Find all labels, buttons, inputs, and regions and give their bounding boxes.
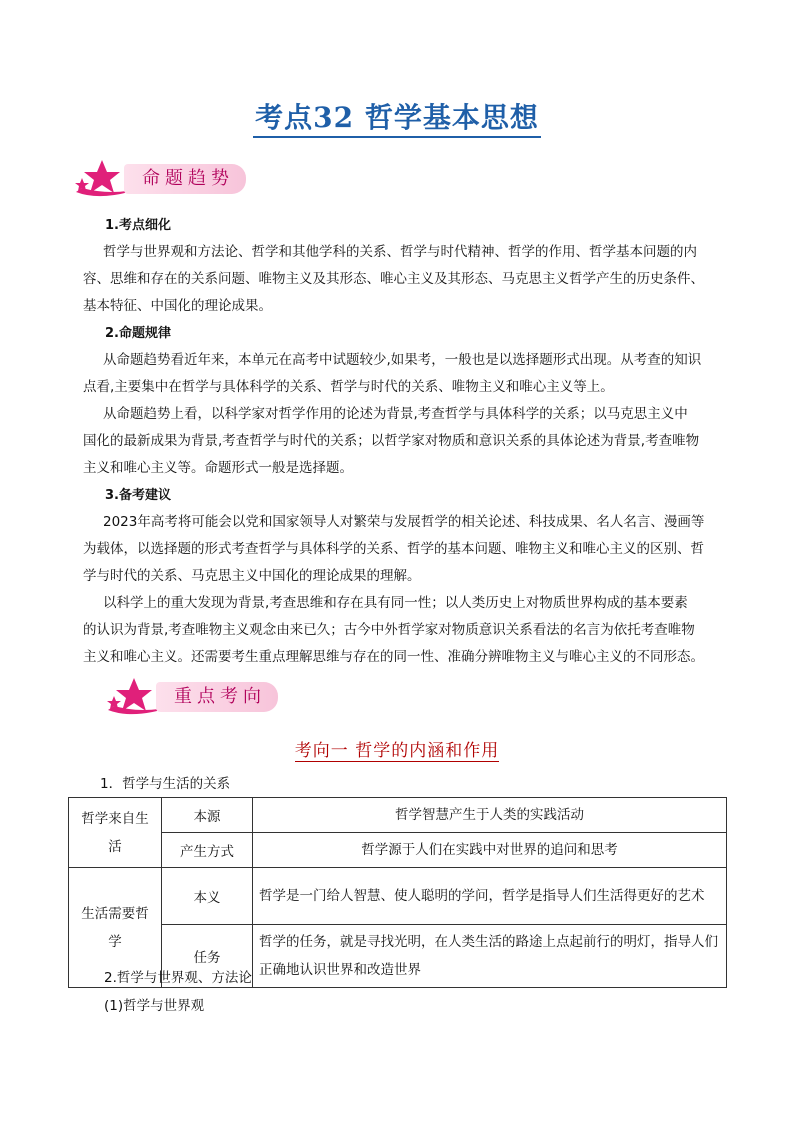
paragraph-detail-line3: 基本特征、中国化的理论成果。 — [83, 298, 272, 314]
focus-banner-label: 重点考向 — [156, 682, 278, 712]
paragraph-advice2-line2: 的认识为背景,考查唯物主义观念由来已久；古今中外哲学家对物质意识关系看法的名言为依托考查唯物 — [83, 622, 695, 638]
paragraph-pattern2-line1: 从命题趋势上看，以科学家对哲学作用的论述为背景,考查哲学与具体科学的关系；以马克思主义中 — [103, 406, 688, 422]
item-worldview: (1)哲学与世界观 — [104, 998, 205, 1014]
heading-advice: 3.备考建议 — [105, 488, 171, 503]
trend-banner — [72, 158, 272, 202]
table-cell: 本义 — [162, 868, 253, 925]
item-life-relation: 1．哲学与生活的关系 — [100, 776, 231, 792]
table-cell: 哲学的任务，就是寻找光明，在人类生活的路途上点起前行的明灯，指导人们正确地认识世界和改造世界 — [253, 925, 727, 988]
focus-banner — [104, 676, 304, 720]
page-title — [0, 100, 794, 138]
paragraph-advice-line1: 2023年高考将可能会以党和国家领导人对繁荣与发展哲学的相关论述、科技成果、名人名言、漫画等 — [103, 514, 705, 530]
paragraph-detail-line2: 容、思维和存在的关系问题、唯物主义及其形态、唯心主义及其形态、马克思主义哲学产生的历史条件、 — [83, 271, 704, 287]
table-row — [69, 833, 727, 868]
paragraph-pattern-line2: 点看,主要集中在哲学与具体科学的关系、哲学与时代的关系、唯物主义和唯心主义等上。 — [83, 379, 614, 395]
heading-detail: 1.考点细化 — [105, 218, 171, 233]
table-cell: 生活需要哲学 — [69, 868, 162, 988]
page-title-text: 考点32 哲学基本思想 — [253, 100, 541, 138]
paragraph-advice2-line3: 主义和唯心主义。还需要考生重点理解思维与存在的同一性、准确分辨唯物主义与唯心主义的不同形态。 — [83, 649, 704, 665]
trend-content — [83, 212, 726, 671]
section-title-text: 考向一 哲学的内涵和作用 — [294, 741, 500, 761]
table-cell: 哲学源于人们在实践中对世界的追问和思考 — [253, 833, 727, 868]
paragraph-advice2-line1: 以科学上的重大发现为背景,考查思维和存在具有同一性；以人类历史上对物质世界构成的基本要素 — [103, 595, 688, 611]
trend-banner-label: 命题趋势 — [124, 164, 246, 194]
paragraph-detail-line1: 哲学与世界观和方法论、哲学和其他学科的关系、哲学与时代精神、哲学的作用、哲学基本问题的内 — [103, 244, 697, 260]
table-cell: 哲学来自生活 — [69, 798, 162, 868]
table-cell: 哲学是一门给人智慧、使人聪明的学问，哲学是指导人们生活得更好的艺术 — [253, 868, 727, 925]
paragraph-advice-line3: 学与时代的关系、马克思主义中国化的理论成果的理解。 — [83, 568, 421, 584]
heading-pattern: 2.命题规律 — [105, 326, 171, 341]
section-title — [0, 736, 794, 761]
item-worldview-methodology: 2.哲学与世界观、方法论 — [104, 970, 252, 986]
table-cell: 哲学智慧产生于人类的实践活动 — [253, 798, 727, 833]
paragraph-pattern2-line3: 主义和唯心主义等。命题形式一般是选择题。 — [83, 460, 353, 476]
table-cell: 任务 — [162, 925, 253, 988]
table-row — [69, 798, 727, 833]
paragraph-pattern2-line2: 国化的最新成果为背景,考查哲学与时代的关系；以哲学家对物质和意识关系的具体论述为背景,考查唯物 — [83, 433, 700, 449]
table-cell: 产生方式 — [162, 833, 253, 868]
table-row — [69, 868, 727, 925]
table-cell: 本源 — [162, 798, 253, 833]
paragraph-pattern-line1: 从命题趋势看近年来，本单元在高考中试题较少,如果考，一般也是以选择题形式出现。从考查的知识 — [103, 352, 702, 368]
philosophy-life-table — [68, 797, 727, 988]
paragraph-advice-line2: 为载体，以选择题的形式考查哲学与具体科学的关系、哲学的基本问题、唯物主义和唯心主义的区别、哲 — [83, 541, 704, 557]
